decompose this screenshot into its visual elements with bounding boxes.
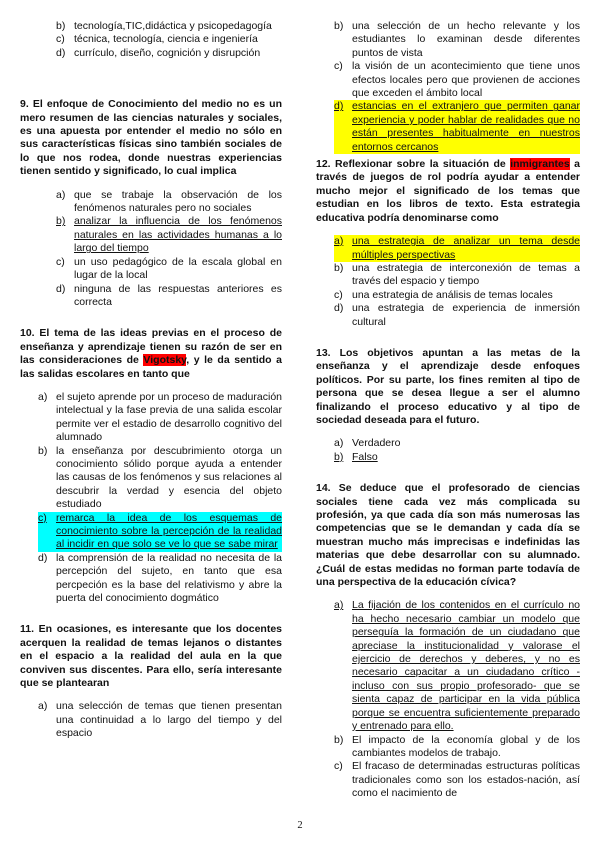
question-11: 11. En ocasiones, es interesante que los docentes acerquen la realidad de temas lejanos o distantes en el espacio a la realidad del aula en la que conviven sus discentes. Para ello, sería interesante que se plantearan — [20, 623, 282, 690]
q8-options-tail — [20, 20, 282, 60]
q9-options — [20, 189, 282, 310]
list-item[interactable]: c) la visión de un acontecimiento que tiene unos efectos locales pero que provienen de acciones que exceden el ámbito local — [334, 60, 580, 100]
list-item[interactable]: a) La fijación de los contenidos en el currículo no ha hecho necesario cambiar un modelo que perseguía la formación de un ciudadano que apreciase la institucionalidad y valorase el ejercicio de derechos y deberes, y no es necesario capacitar a un ciudadano crítico -incluso con sus propio profesorado- que se sienta capaz de participar en la vida pública porque se encuentra suficientemente preparado y entrenado para ello. — [334, 599, 580, 733]
list-item[interactable]: b) una selección de un hecho relevante y los estudiantes lo examinan desde diferentes puntos de vista — [334, 20, 580, 59]
list-item[interactable]: d) currículo, diseño, cognición y disrupción — [56, 46, 261, 59]
list-item[interactable]: a) el sujeto aprende por un proceso de maduración intelectual y la fase previa de una salida escolar permite ver el estadio de desarrollo cognitivo del alumnado — [38, 390, 282, 444]
list-item[interactable]: a) una estrategia de analizar un tema desde múltiples perspectivas — [334, 235, 580, 261]
right-column — [316, 20, 580, 819]
q11-options-continued — [316, 20, 580, 154]
list-item[interactable]: b) El impacto de la economía global y de los cambiantes modelos de trabajo. — [334, 733, 580, 759]
question-10: 10. El tema de las ideas previas en el proceso de enseñanza y aprendizaje tienen su razón de ser en las consideraciones de Vigotsky, y le da sentido a las salidas escolares en tanto que — [20, 327, 282, 380]
list-item[interactable]: a) Verdadero — [334, 437, 401, 450]
page-number: 2 — [297, 820, 303, 831]
list-item[interactable]: c) remarca la idea de los esquemas de conocimiento sobre la percepción de la realidad al incidir en que solo se ve lo que se sabe mirar — [38, 511, 282, 551]
q11-options — [20, 700, 282, 740]
list-item[interactable]: b) tecnología,TIC,didáctica y psicopedagogía — [56, 20, 272, 32]
q12-options — [316, 235, 580, 329]
q13-options — [316, 437, 580, 464]
list-item[interactable]: c) El fracaso de determinadas estructuras políticas tradicionales como son los estados-nación, así como el nacimiento de — [334, 760, 580, 800]
q10-options — [20, 391, 282, 606]
list-item[interactable]: b) Falso — [334, 450, 378, 463]
list-item[interactable]: d) ninguna de las respuestas anteriores es correcta — [56, 282, 282, 308]
list-item[interactable]: b) la enseñanza por descubrimiento otorga un conocimiento sólido porque ayuda a entender las causas de los fenómenos y sus relaciones al descubrir la verdad y esencia del objeto estudiado — [38, 444, 282, 511]
list-item[interactable]: c) un uso pedagógico de la escala global en lugar de la local — [56, 255, 282, 282]
list-item[interactable]: c) una estrategia de análisis de temas locales — [334, 288, 553, 301]
list-item[interactable]: d) estancias en el extranjero que permiten ganar experiencia y poder hablar de realidades que no están presentes habitualmente en nuestros entornos cercanos — [334, 100, 580, 153]
highlighted-word: inmigrantes — [510, 158, 570, 171]
list-item[interactable]: c) técnica, tecnología, ciencia e ingeniería — [56, 33, 258, 46]
question-14: 14. Se deduce que el profesorado de ciencias sociales tiene cada vez más complicada su profesión, ya que cada día son más numerosas las competencias que se le demandan y cada día se muestran mucho más imprecisas e indefinidas las materias que debe desarrollar con su alumnado. ¿Cuál de estas medidas no forman parte todavía de una perspectiva de la educación cívica? — [316, 482, 580, 589]
list-item[interactable]: d) la comprensión de la realidad no necesita de la percepción del sujeto, en tanto que esa percpeción es la base del relativismo y abre la puerta del conocimiento dogmático — [38, 551, 282, 605]
list-item[interactable]: b) analizar la influencia de los fenómenos naturales en las actividades humanas a lo largo del tiempo — [56, 215, 282, 255]
list-item[interactable]: b) una estrategia de interconexión de temas a través del espacio y tiempo — [334, 261, 580, 288]
question-12: 12. Reflexionar sobre la situación de inmigrantes a través de juegos de rol podría ayudar a entender mucho mejor el significado de los temas que estudian en los libros de texto. Esta estrategia educativa podría denominarse como — [316, 158, 580, 224]
list-item[interactable]: a) una selección de temas que tienen presentan una continuidad a lo largo del tiempo y del espacio — [38, 700, 282, 740]
list-item[interactable]: a) que se trabaje la observación de los fenómenos naturales pero no sociales — [56, 188, 282, 215]
question-13: 13. Los objetivos apuntan a las metas de la enseñanza y el aprendizaje desde enfoques políticos. Por su parte, los fines remiten al tipo de persona que se desea llegue a ser el alumno finalizando el proceso educativo y al tipo de sociedad deseada para el futuro. — [316, 346, 580, 426]
list-item[interactable]: d) una estrategia de experiencia de inmersión cultural — [334, 302, 580, 328]
q14-options — [316, 599, 580, 800]
question-9: 9. El enfoque de Conocimiento del medio no es un mero resumen de las ciencias naturales y sociales, es una apuesta por entender el medio no sólo en sus características físicas sino también sociales de lo que nos rodea, donde nuestras experiencias tienen sentido y significado, lo cual implica — [20, 98, 282, 178]
left-column — [20, 20, 282, 759]
highlighted-name: Vigotsky — [143, 354, 187, 367]
